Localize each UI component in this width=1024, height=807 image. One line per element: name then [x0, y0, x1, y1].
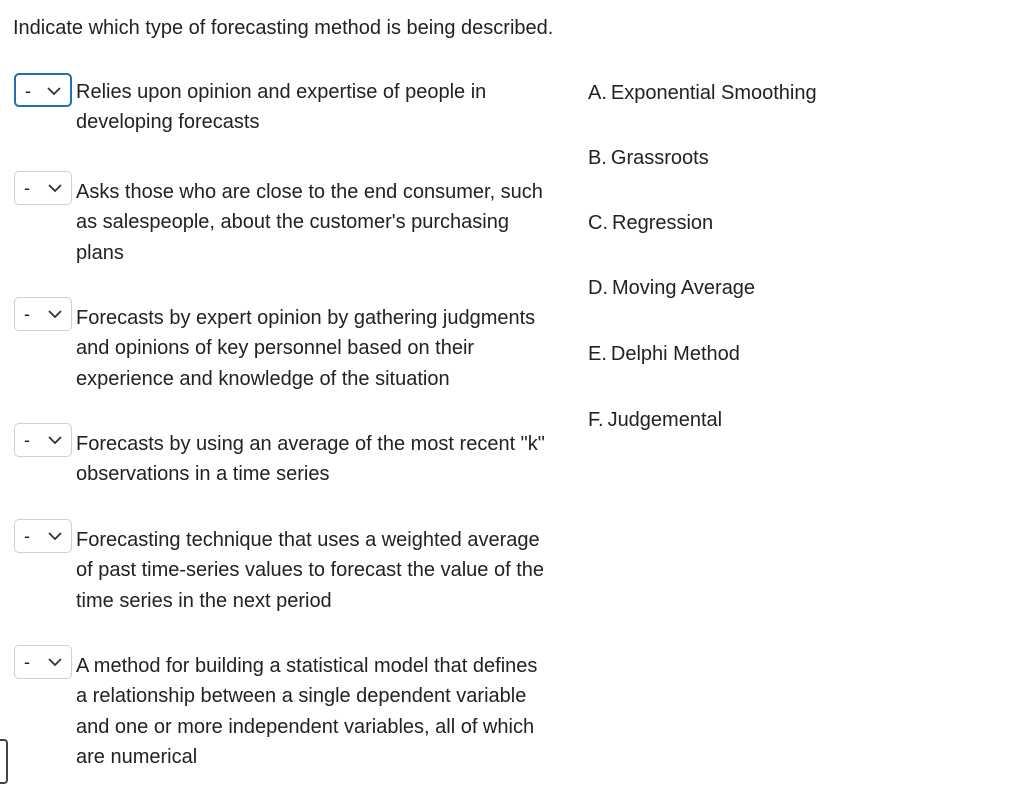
- dropdown-value: -: [24, 526, 30, 546]
- question-text: A method for building a statistical model that defines a relationship between a single dependent variable and one or more independent variables, all of which are numerical: [76, 655, 538, 769]
- question-text: Asks those who are close to the end consumer, such as salespeople, about the customer's purchasing plans: [76, 181, 543, 264]
- chevron-down-icon: [47, 529, 63, 543]
- answer-option-c: [588, 210, 713, 236]
- answer-text: Moving Average: [612, 277, 756, 299]
- dropdown-value: -: [24, 304, 30, 324]
- dropdown-value: -: [24, 430, 30, 450]
- answer-text: Regression: [612, 212, 714, 234]
- answer-letter: A.: [588, 82, 607, 104]
- chevron-down-icon: [47, 181, 63, 195]
- chevron-down-icon: [47, 655, 63, 669]
- chevron-down-icon: [47, 307, 63, 321]
- answer-dropdown[interactable]: [14, 645, 72, 679]
- answer-dropdown[interactable]: [14, 73, 72, 107]
- edge-panel-tab[interactable]: [0, 739, 8, 784]
- answer-dropdown[interactable]: [14, 423, 72, 457]
- answer-text: Grassroots: [610, 147, 709, 169]
- answer-dropdown[interactable]: [14, 519, 72, 553]
- answer-letter: E.: [588, 343, 607, 365]
- answer-text: Judgemental: [607, 409, 723, 431]
- answer-dropdown[interactable]: [14, 297, 72, 331]
- answer-option-a: [588, 80, 817, 106]
- answer-text: Delphi Method: [610, 343, 740, 365]
- answer-letter: F.: [588, 409, 604, 431]
- question-text: Forecasts by using an average of the most recent "k" observations in a time series: [76, 433, 545, 486]
- answer-option-d: [588, 275, 755, 301]
- answer-dropdown[interactable]: [14, 171, 72, 205]
- answer-letter: D.: [588, 277, 608, 299]
- answer-option-f: [588, 407, 722, 433]
- answer-letter: B.: [588, 147, 607, 169]
- dropdown-value: -: [24, 652, 30, 672]
- answer-option-e: [588, 341, 740, 367]
- question-text: Relies upon opinion and expertise of people in developing forecasts: [76, 81, 487, 134]
- answer-text: Exponential Smoothing: [610, 82, 817, 104]
- chevron-down-icon: [46, 84, 62, 98]
- dropdown-value: -: [25, 81, 31, 101]
- answer-letter: C.: [588, 212, 608, 234]
- answer-option-b: [588, 145, 709, 171]
- instructions-text: Indicate which type of forecasting method is being described.: [13, 17, 554, 39]
- dropdown-value: -: [24, 178, 30, 198]
- question-text: Forecasting technique that uses a weighted average of past time-series values to forecast the value of the time series in the next period: [76, 529, 545, 612]
- question-text: Forecasts by expert opinion by gathering judgments and opinions of key personnel based on their experience and knowledge of the situation: [76, 307, 536, 390]
- chevron-down-icon: [47, 433, 63, 447]
